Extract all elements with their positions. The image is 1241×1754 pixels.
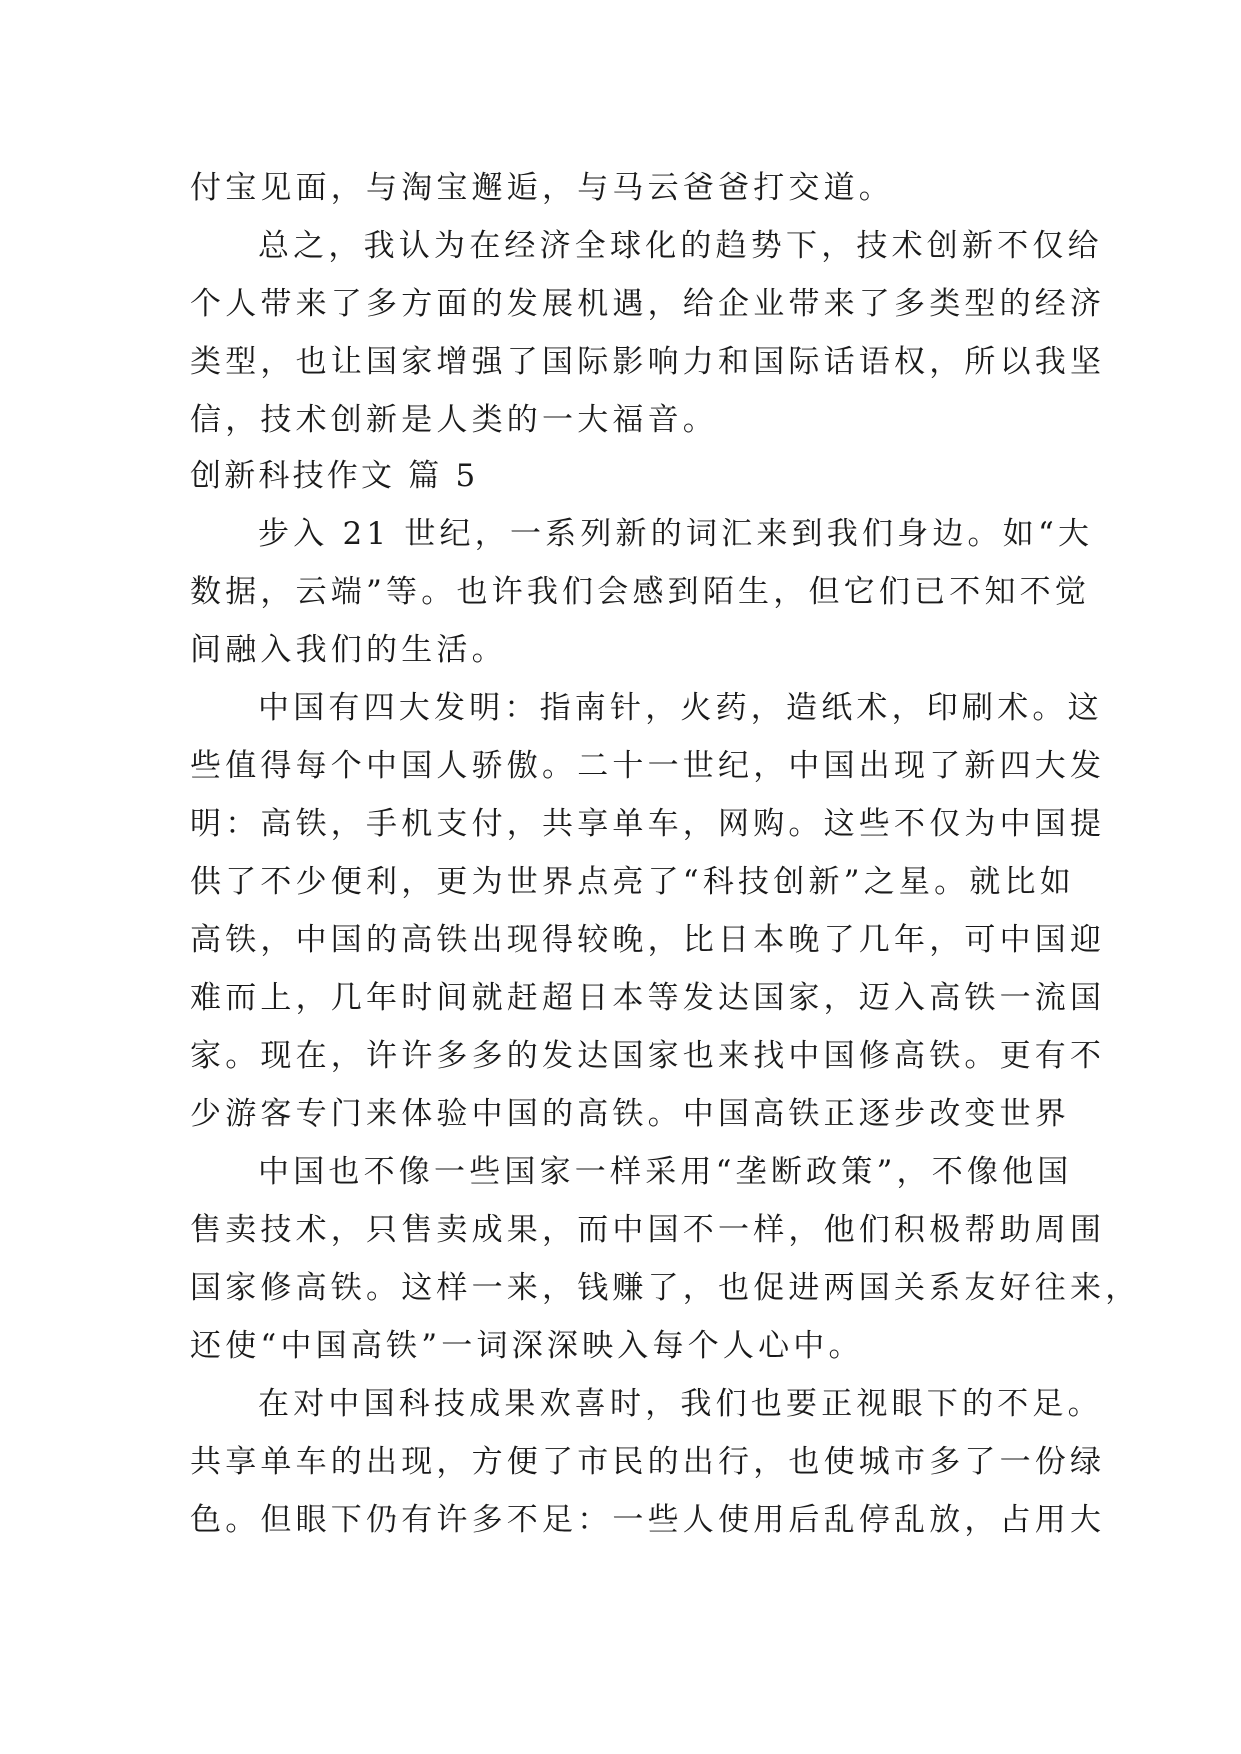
- paragraph-first-line: 步入 21 世纪，一系列新的词汇来到我们身边。如“大: [258, 516, 1094, 552]
- text-line: 间融入我们的生活。: [190, 632, 507, 668]
- text-line: 国家修高铁。这样一来，钱赚了，也促进两国关系友好往来，: [190, 1270, 1141, 1306]
- text-line: 供了不少便利，更为世界点亮了“科技创新”之星。就比如: [190, 864, 1075, 900]
- text-line: 家。现在，许许多多的发达国家也来找中国修高铁。更有不: [190, 1038, 1106, 1074]
- text-line: 信，技术创新是人类的一大福音。: [190, 402, 718, 438]
- text-line: 共享单车的出现，方便了市民的出行，也使城市多了一份绿: [190, 1444, 1106, 1480]
- text-line: 明：高铁，手机支付，共享单车，网购。这些不仅为中国提: [190, 806, 1106, 842]
- section-heading: 创新科技作文 篇 5: [190, 458, 479, 494]
- paragraph-first-line: 中国有四大发明：指南针，火药，造纸术，印刷术。这: [258, 690, 1103, 726]
- text-line: 少游客专门来体验中国的高铁。中国高铁正逐步改变世界: [190, 1096, 1070, 1132]
- paragraph-first-line: 在对中国科技成果欢喜时，我们也要正视眼下的不足。: [258, 1386, 1103, 1422]
- text-line: 些值得每个中国人骄傲。二十一世纪，中国出现了新四大发: [190, 748, 1106, 784]
- text-line: 类型，也让国家增强了国际影响力和国际话语权，所以我坚: [190, 344, 1106, 380]
- paragraph-first-line: 中国也不像一些国家一样采用“垄断政策”，不像他国: [258, 1154, 1073, 1190]
- text-line: 数据，云端”等。也许我们会感到陌生，但它们已不知不觉: [190, 574, 1091, 610]
- text-line: 付宝见面，与淘宝邂逅，与马云爸爸打交道。: [190, 170, 894, 206]
- text-line: 色。但眼下仍有许多不足：一些人使用后乱停乱放，占用大: [190, 1502, 1106, 1538]
- paragraph-first-line: 总之，我认为在经济全球化的趋势下，技术创新不仅给: [258, 228, 1103, 264]
- text-line: 还使“中国高铁”一词深深映入每个人心中。: [190, 1328, 864, 1364]
- text-line: 难而上，几年时间就赶超日本等发达国家，迈入高铁一流国: [190, 980, 1106, 1016]
- text-line: 个人带来了多方面的发展机遇，给企业带来了多类型的经济: [190, 286, 1106, 322]
- text-line: 高铁，中国的高铁出现得较晚，比日本晚了几年，可中国迎: [190, 922, 1106, 958]
- text-line: 售卖技术，只售卖成果，而中国不一样，他们积极帮助周围: [190, 1212, 1106, 1248]
